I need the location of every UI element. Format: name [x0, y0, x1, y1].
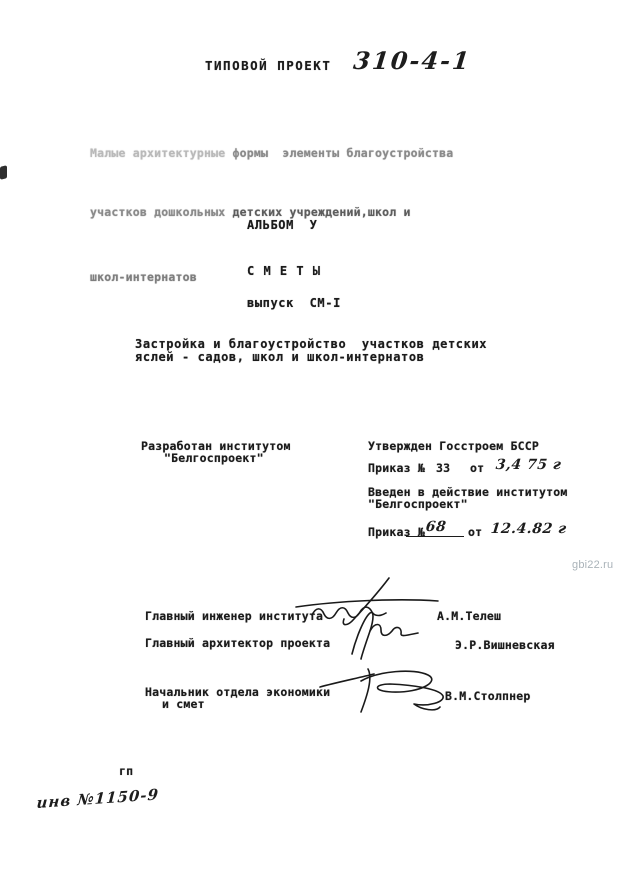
subtitle-paragraph [90, 104, 550, 323]
architect-role-label: Главный архитектор проекта [145, 636, 331, 650]
order2-number-handwritten: 68 [424, 519, 447, 535]
subtitle-line-2 [90, 201, 550, 220]
order1-date-handwritten: 3,4 75 г [495, 457, 563, 473]
order2-number-underline [406, 516, 464, 537]
economist-signature [316, 666, 446, 720]
subject-line-2: яслей - садов, школ и школ-интернатов [135, 350, 425, 364]
section-title: С М Е Т Ы [247, 264, 322, 278]
economist-name: В.М.Столпнер [445, 689, 531, 703]
enacted-line-2: "Белгоспроект" [368, 497, 468, 511]
footer-code: гп [119, 764, 134, 778]
album-label: АЛЬБОМ У [247, 218, 318, 232]
subtitle-line2-main: детских учреждений,школ и [232, 205, 411, 219]
architect-name: Э.Р.Вишневская [455, 638, 555, 652]
document-type-label: ТИПОВОЙ ПРОЕКТ [205, 58, 332, 73]
developed-by-line-1: Разработан институтом [141, 439, 291, 453]
approved-title: Утвержден Госстроем БССР [368, 439, 539, 453]
order2-date-handwritten: 12.4.82 г [490, 521, 568, 537]
developed-by-line-2: "Белгоспроект" [164, 451, 264, 465]
inventory-number-handwritten: инв №1150-9 [36, 785, 160, 812]
project-number-handwritten: 310-4-1 [352, 46, 473, 75]
order2-label: Приказ № [368, 525, 425, 539]
architect-signature [342, 610, 424, 664]
site-watermark: gbi22.ru [572, 559, 614, 571]
economist-role-line-2: и смет [162, 697, 205, 711]
order2-ot-label: от [468, 525, 483, 539]
order1-ot-label: от [470, 461, 485, 475]
subtitle-line2-faint: участков дошкольных [90, 205, 233, 219]
issue-label: выпуск СМ-I [247, 296, 341, 310]
scan-artifact-mark [0, 165, 7, 179]
order1-label: Приказ № [368, 461, 425, 475]
subject-line-1: Застройка и благоустройство участков детских [135, 337, 488, 351]
order1-number: 33 [436, 461, 451, 475]
economist-role-line-1: Начальник отдела экономики [145, 685, 331, 699]
engineer-role-label: Главный инженер института [145, 609, 324, 623]
subtitle-line3-text: школ-интернатов [90, 270, 197, 284]
subtitle-line1-main: формы элементы благоустройства [232, 146, 454, 160]
engineer-name: А.М.Телеш [437, 609, 502, 623]
subtitle-line-1 [90, 142, 550, 161]
enacted-line-1: Введен в действие институтом [368, 485, 568, 499]
subtitle-line1-faint: Малые архитектурные [90, 146, 233, 160]
